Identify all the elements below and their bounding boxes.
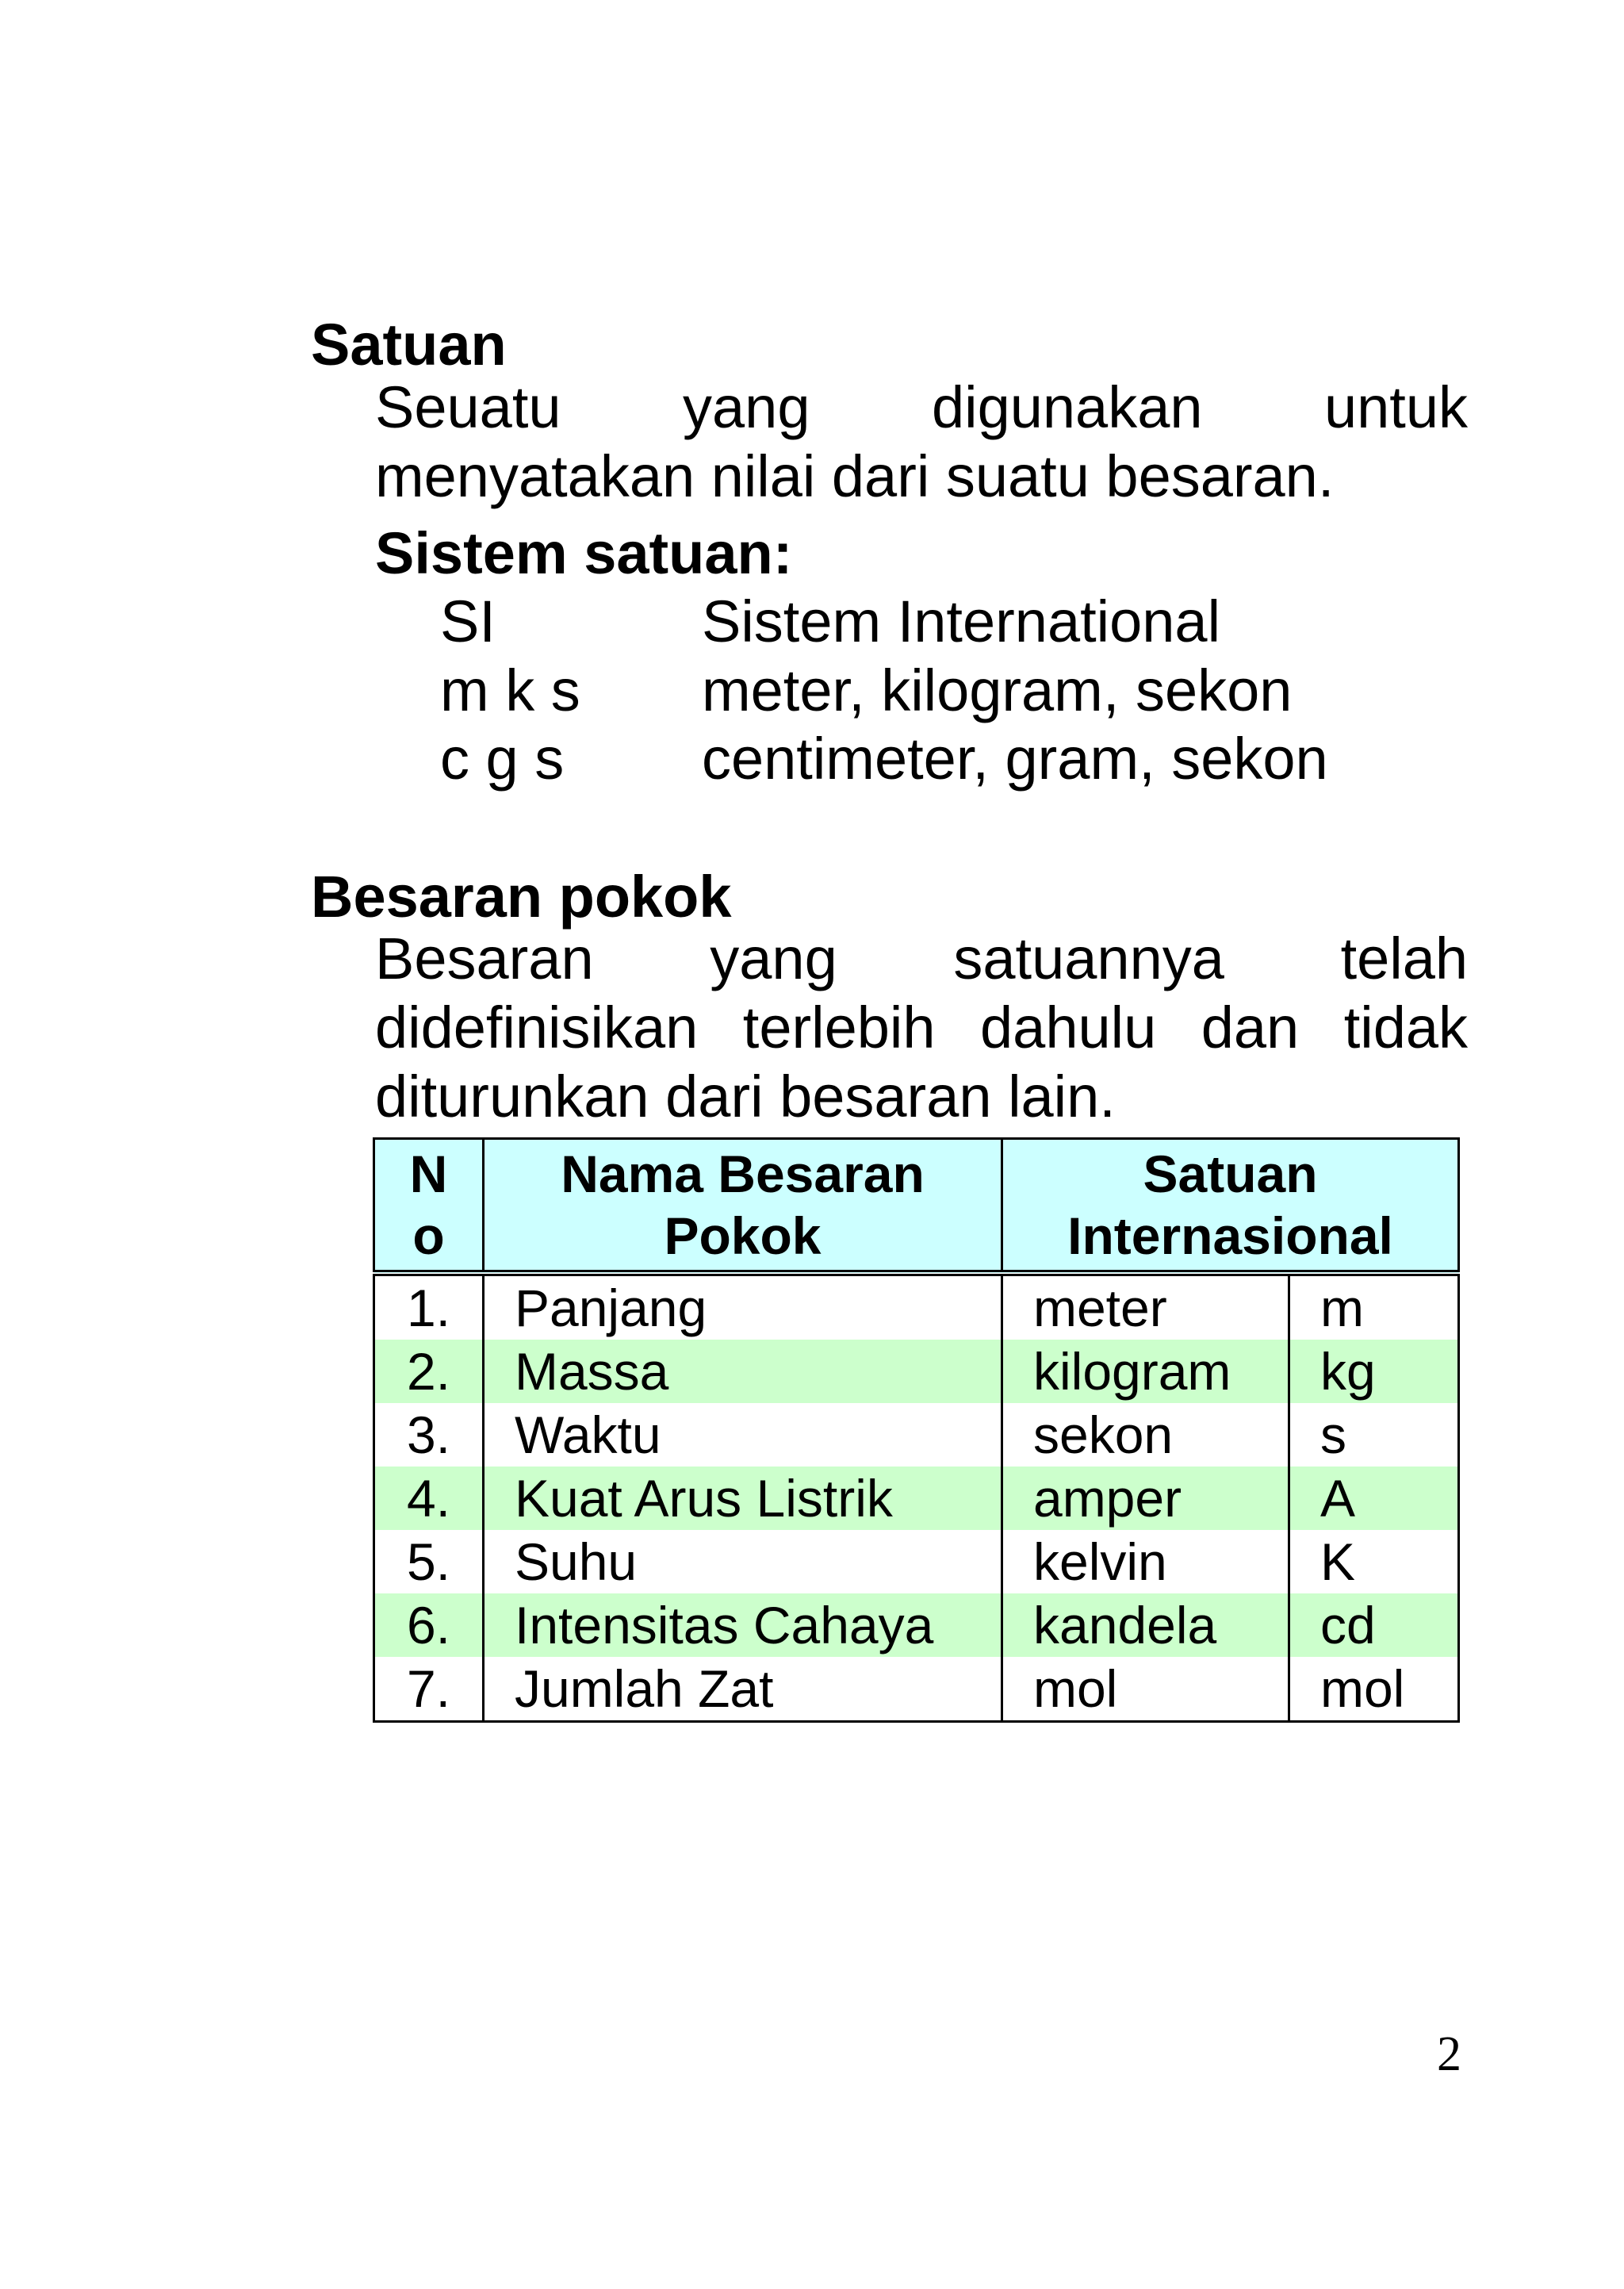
unit-name: amper (1002, 1467, 1289, 1530)
table-row (374, 1657, 1459, 1722)
base-quantities-table (373, 1137, 1460, 1723)
unit-name: mol (1002, 1657, 1289, 1722)
row-number: 1. (374, 1273, 484, 1340)
header-quantity-name: Nama Besaran Pokok (484, 1139, 1002, 1274)
quantity-name: Jumlah Zat (484, 1657, 1002, 1722)
row-number: 4. (374, 1467, 484, 1530)
sistem-satuan-subheading: Sistem satuan: (375, 520, 793, 586)
unit-symbol: m (1289, 1273, 1459, 1340)
row-number: 7. (374, 1657, 484, 1722)
row-number: 3. (374, 1403, 484, 1467)
header-no: N o (374, 1139, 484, 1274)
system-name: meter, kilogram, sekon (702, 658, 1293, 723)
unit-name: sekon (1002, 1403, 1289, 1467)
unit-name: kilogram (1002, 1340, 1289, 1403)
unit-symbol: K (1289, 1530, 1459, 1593)
besaran-pokok-heading: Besaran pokok (311, 864, 732, 930)
table-row (374, 1530, 1459, 1593)
quantity-name: Intensitas Cahaya (484, 1593, 1002, 1657)
table-row (374, 1273, 1459, 1340)
unit-name: kelvin (1002, 1530, 1289, 1593)
table-row (374, 1340, 1459, 1403)
row-number: 6. (374, 1593, 484, 1657)
unit-symbol: s (1289, 1403, 1459, 1467)
table-header-row (374, 1139, 1459, 1274)
unit-name: kandela (1002, 1593, 1289, 1657)
system-name: Sistem International (702, 589, 1221, 654)
unit-symbol: kg (1289, 1340, 1459, 1403)
table-row (374, 1467, 1459, 1530)
satuan-definition-line1: Seuatu yang digunakan untuk (375, 374, 1469, 440)
quantity-name: Waktu (484, 1403, 1002, 1467)
page-number: 2 (1437, 2027, 1461, 2081)
quantity-name: Panjang (484, 1273, 1002, 1340)
system-name: centimeter, gram, sekon (702, 726, 1328, 792)
besaran-definition-line3: diturunkan dari besaran lain. (375, 1064, 1116, 1129)
quantity-name: Suhu (484, 1530, 1002, 1593)
unit-symbol: mol (1289, 1657, 1459, 1722)
system-abbr: SI (440, 589, 496, 654)
besaran-definition-line1: Besaran yang satuannya telah (375, 926, 1469, 991)
system-abbr: c g s (440, 726, 565, 792)
satuan-definition-line2: menyatakan nilai dari suatu besaran. (375, 443, 1335, 509)
quantity-name: Kuat Arus Listrik (484, 1467, 1002, 1530)
quantity-name: Massa (484, 1340, 1002, 1403)
row-number: 5. (374, 1530, 484, 1593)
system-abbr: m k s (440, 658, 580, 723)
unit-symbol: cd (1289, 1593, 1459, 1657)
header-si-unit: Satuan Internasional (1002, 1139, 1459, 1274)
row-number: 2. (374, 1340, 484, 1403)
besaran-definition-line2: didefinisikan terlebih dahulu dan tidak (375, 995, 1469, 1060)
unit-symbol: A (1289, 1467, 1459, 1530)
unit-name: meter (1002, 1273, 1289, 1340)
table-row (374, 1593, 1459, 1657)
satuan-heading: Satuan (311, 312, 507, 378)
table-row (374, 1403, 1459, 1467)
